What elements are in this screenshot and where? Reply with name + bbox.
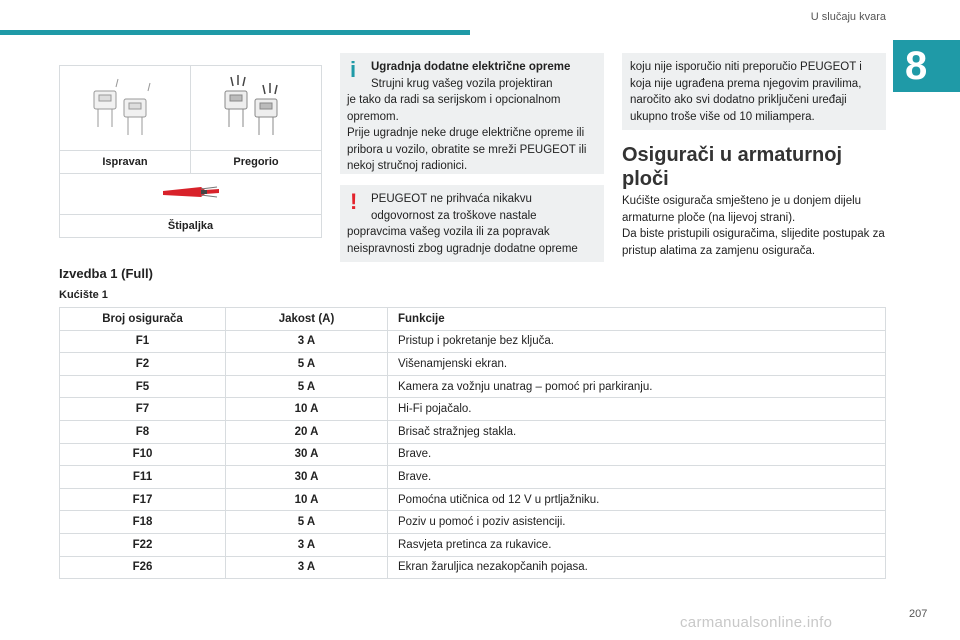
dashboard-fuses-heading: Osigurači u armaturnoj ploči — [622, 144, 843, 190]
dashboard-fuses-description — [622, 193, 888, 259]
header-fuse-number: Broj osigurača — [60, 308, 226, 331]
fuse-amperage: 5 A — [226, 375, 388, 398]
fuse-function: Pomoćna utičnica od 12 V u prtljažniku. — [388, 488, 886, 511]
info-box-paragraph-2: Prije ugradnje neke druge električne opreme ili pribora u vozilo, obratite se mreži PEUGEOT ili nekoj stručnoj radionici. — [347, 127, 587, 172]
warning-box-text: popravcima vašeg vozila ili za popravak neispravnosti zbog ugradnje dodatne opreme — [347, 226, 578, 255]
fuse-function: Kamera za vožnju unatrag – pomoć pri parkiranju. — [388, 375, 886, 398]
page-number: 207 — [909, 608, 928, 620]
fuse-function: Pristup i pokretanje bez ključa. — [388, 330, 886, 353]
fuse-ok-label: Ispravan — [102, 156, 148, 168]
fuse-function: Hi-Fi pojačalo. — [388, 398, 886, 421]
fuse-number: F22 — [60, 533, 226, 556]
warning-icon: ! — [350, 189, 358, 214]
fuse-number: F11 — [60, 466, 226, 489]
chapter-number-tab: 8 — [893, 40, 960, 92]
fuse-function: Brisač stražnjeg stakla. — [388, 420, 886, 443]
fuse-function: Poziv u pomoć i poziv asistenciji. — [388, 511, 886, 534]
fuse-function: Rasvjeta pretinca za rukavice. — [388, 533, 886, 556]
watermark: carmanualsonline.info — [680, 614, 833, 631]
warning-box-continuation — [622, 53, 886, 130]
fuse-blown-label: Pregorio — [190, 151, 321, 173]
fuse-box-heading: Kućište 1 — [59, 289, 108, 301]
fuse-amperage: 3 A — [226, 533, 388, 556]
fuse-amperage: 5 A — [226, 511, 388, 534]
fuse-number: F10 — [60, 443, 226, 466]
fuse-amperage: 5 A — [226, 353, 388, 376]
fuse-ok-image — [60, 66, 190, 150]
fuse-ok-icon — [80, 73, 170, 143]
fuse-function: Brave. — [388, 443, 886, 466]
fuse-number: F7 — [60, 398, 226, 421]
tweezers-icon — [161, 183, 221, 205]
fuse-number: F26 — [60, 556, 226, 579]
table-row — [60, 556, 886, 579]
header-functions: Funkcije — [388, 308, 886, 331]
warning-box-liability — [340, 185, 604, 262]
warning-box-first-lines: PEUGEOT ne prihvaća nikakvu odgovornost za troškove nastale — [371, 193, 537, 222]
info-box-electrical-equipment — [340, 53, 604, 174]
fuse-number: F17 — [60, 488, 226, 511]
fuse-amperage: 10 A — [226, 398, 388, 421]
fuse-amperage: 30 A — [226, 443, 388, 466]
fuse-table — [59, 307, 886, 579]
info-icon: i — [350, 57, 357, 82]
table-row — [60, 353, 886, 376]
table-row — [60, 533, 886, 556]
dashboard-fuses-para-2: Da biste pristupili osiguračima, slijedite postupak za pristup alatima za zamjenu osigurača. — [622, 228, 885, 257]
table-row — [60, 511, 886, 534]
version-heading: Izvedba 1 (Full) — [59, 266, 153, 281]
fuse-number: F18 — [60, 511, 226, 534]
header-amperage: Jakost (A) — [226, 308, 388, 331]
fuse-function: Brave. — [388, 466, 886, 489]
tweezers-label: Štipaljka — [167, 220, 214, 232]
fuse-illustration-table — [59, 65, 322, 238]
table-row — [60, 466, 886, 489]
fuse-number: F1 — [60, 330, 226, 353]
fuse-number: F8 — [60, 420, 226, 443]
dashboard-fuses-para-1: Kućište osigurača smješteno je u donjem dijelu armaturne ploče (na lijevoj strani). — [622, 195, 862, 224]
fuse-number: F2 — [60, 353, 226, 376]
fuse-amperage: 3 A — [226, 330, 388, 353]
fuse-amperage: 10 A — [226, 488, 388, 511]
table-row — [60, 375, 886, 398]
fuse-function: Ekran žaruljica nezakopčanih pojasa. — [388, 556, 886, 579]
info-box-title: Ugradnja dodatne električne opreme — [371, 61, 571, 73]
fuse-amperage: 20 A — [226, 420, 388, 443]
info-box-first-line: Strujni krug vašeg vozila projektiran — [371, 77, 553, 90]
table-row — [60, 398, 886, 421]
fuse-table-header — [60, 308, 886, 331]
section-title: U slučaju kvara — [810, 11, 886, 23]
fuse-blown-image — [190, 66, 321, 150]
table-row — [60, 488, 886, 511]
table-row — [60, 443, 886, 466]
tweezers-image — [60, 174, 321, 214]
fuse-amperage: 30 A — [226, 466, 388, 489]
header-accent-bar — [0, 30, 470, 35]
fuse-blown-icon — [211, 73, 301, 143]
fuse-amperage: 3 A — [226, 556, 388, 579]
fuse-number: F5 — [60, 375, 226, 398]
fuse-function: Višenamjenski ekran. — [388, 353, 886, 376]
table-row — [60, 420, 886, 443]
info-box-text: je tako da radi sa serijskom i opcionalnom opremom. — [347, 94, 561, 123]
table-row — [60, 330, 886, 353]
continuation-text: koju nije isporučio niti preporučio PEUGEOT i koja nije ugrađena prema njegovim pravilima, naročito ako svi dodatno priključeni uređaji ukupno troše više od 10 miliampera. — [630, 61, 862, 123]
